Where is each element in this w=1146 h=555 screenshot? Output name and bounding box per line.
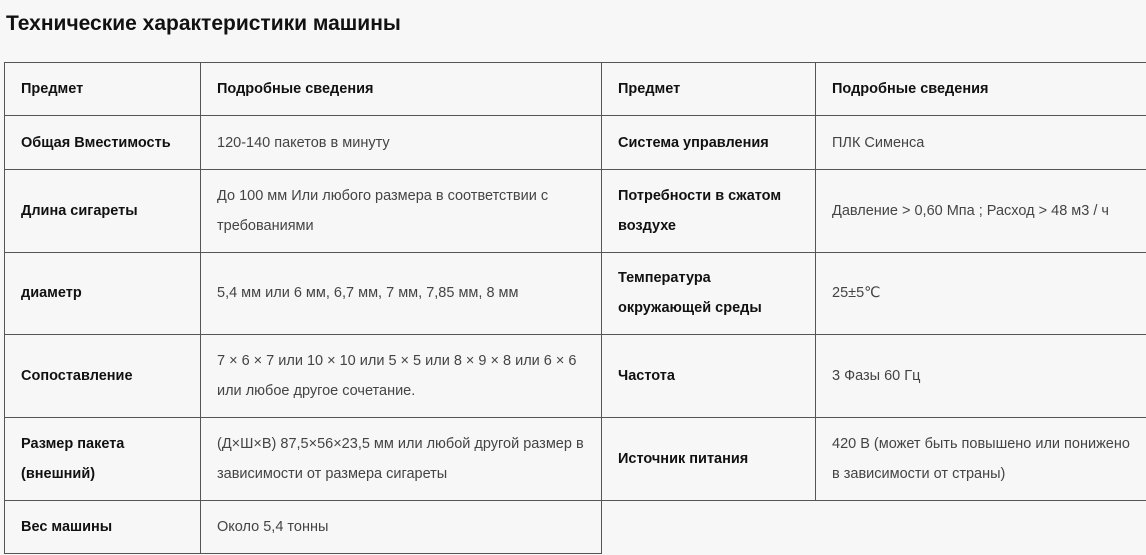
spec-name: Система управления	[602, 116, 816, 169]
spec-name: Частота	[602, 335, 816, 418]
column-header: Предмет	[5, 63, 201, 116]
column-header: Подробные сведения	[816, 63, 1146, 116]
spec-value: (Д×Ш×В) 87,5×56×23,5 мм или любой другой размер в зависимости от размера сигареты	[201, 417, 602, 500]
table-row	[5, 417, 1146, 500]
spec-value: 5,4 мм или 6 мм, 6,7 мм, 7 мм, 7,85 мм, 8 мм	[201, 252, 602, 335]
spec-table	[4, 62, 1146, 554]
spec-name: Источник питания	[602, 417, 816, 500]
spec-name: диаметр	[5, 252, 201, 335]
spec-value: 120-140 пакетов в минуту	[201, 116, 602, 169]
table-header-row	[5, 63, 1146, 116]
table-row	[5, 116, 1146, 169]
spec-name: Длина сигареты	[5, 169, 201, 252]
column-header: Подробные сведения	[201, 63, 602, 116]
spec-value: Давление > 0,60 Мпа ; Расход > 48 м3 / ч	[816, 169, 1146, 252]
spec-value: 25±5℃	[816, 252, 1146, 335]
page-title: Технические характеристики машины	[6, 12, 401, 35]
spec-name: Температура окружающей среды	[602, 252, 816, 335]
spec-value: До 100 мм Или любого размера в соответствии с требованиями	[201, 169, 602, 252]
spec-value: ПЛК Сименса	[816, 116, 1146, 169]
spec-name: Размер пакета (внешний)	[5, 417, 201, 500]
spec-value: 3 Фазы 60 Гц	[816, 335, 1146, 418]
table-row	[5, 335, 1146, 418]
spec-name: Общая Вместимость	[5, 116, 201, 169]
spec-value: Около 5,4 тонны	[201, 500, 602, 553]
spec-value: 420 В (может быть повышено или понижено в зависимости от страны)	[816, 417, 1146, 500]
spec-name: Сопоставление	[5, 335, 201, 418]
column-header: Предмет	[602, 63, 816, 116]
spec-value: 7 × 6 × 7 или 10 × 10 или 5 × 5 или 8 × 9 × 8 или 6 × 6 или любое другое сочетание.	[201, 335, 602, 418]
table-row	[5, 169, 1146, 252]
table-row	[5, 252, 1146, 335]
spec-name: Вес машины	[5, 500, 201, 553]
empty-cell	[602, 500, 1146, 553]
spec-name: Потребности в сжатом воздухе	[602, 169, 816, 252]
table-row	[5, 500, 1146, 553]
